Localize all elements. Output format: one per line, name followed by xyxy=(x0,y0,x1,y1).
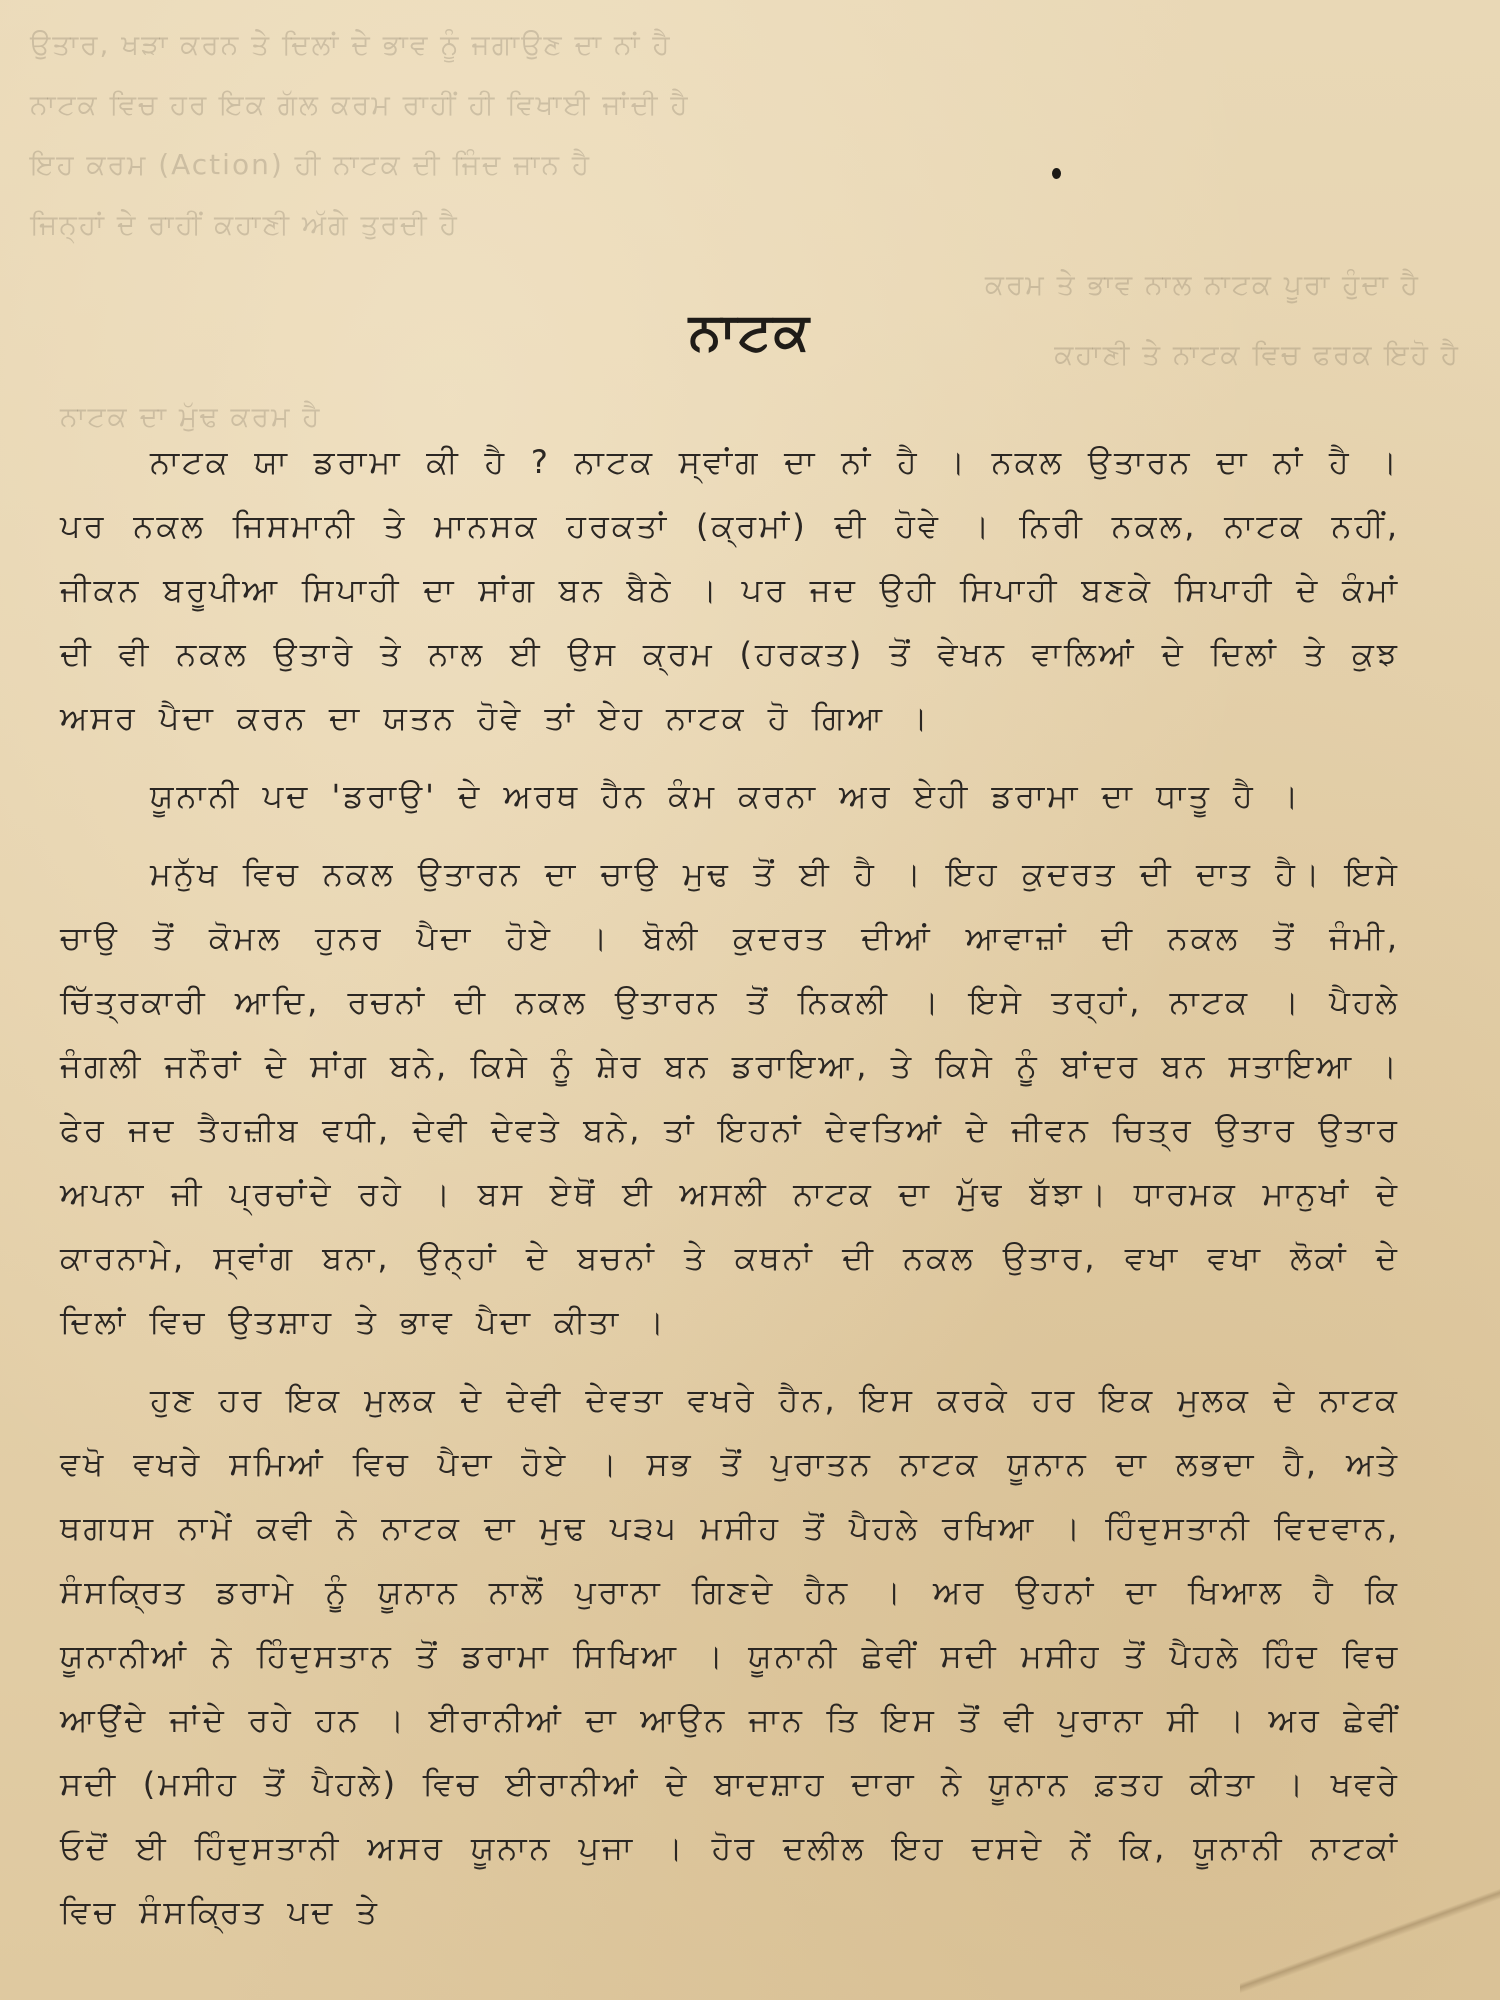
page-title: ਨਾਟਕ xyxy=(688,302,812,362)
bleed-line: ਕਹਾਣੀ ਤੇ ਨਾਟਕ ਵਿਚ ਫਰਕ ਇਹੋ ਹੈ xyxy=(1054,338,1460,371)
body-text xyxy=(60,430,1400,1958)
page-crease xyxy=(1240,1880,1500,2000)
ink-speck xyxy=(1052,168,1061,179)
paragraph: ਹੁਣ ਹਰ ਇਕ ਮੁਲਕ ਦੇ ਦੇਵੀ ਦੇਵਤਾ ਵਖਰੇ ਹੈਨ, ਇਸ ਕਰਕੇ ਹਰ ਇਕ ਮੁਲਕ ਦੇ ਨਾਟਕ ਵਖੋ ਵਖਰੇ ਸਮਿਆਂ ਵਿਚ ਪੈਦਾ ਹੋਏ । ਸਭ ਤੋਂ ਪੁਰਾਤਨ ਨਾਟਕ ਯੂਨਾਨ ਦਾ ਲਭਦਾ ਹੈ, ਅਤੇ ਥਗਧਸ ਨਾਮੇਂ ਕਵੀ ਨੇ ਨਾਟਕ ਦਾ ਮੁਢ ਪ੩੫ ਮਸੀਹ ਤੋਂ ਪੈਹਲੇ ਰਖਿਆ । ਹਿੰਦੁਸਤਾਨੀ ਵਿਦਵਾਨ, ਸੰਸਕ੍ਰਿਤ ਡਰਾਮੇ ਨੂੰ ਯੂਨਾਨ ਨਾਲੋਂ ਪੁਰਾਨਾ ਗਿਣਦੇ ਹੈਨ । ਅਰ ਉਹਨਾਂ ਦਾ ਖਿਆਲ ਹੈ ਕਿ ਯੂਨਾਨੀਆਂ ਨੇ ਹਿੰਦੁਸਤਾਨ ਤੋਂ ਡਰਾਮਾ ਸਿਖਿਆ । ਯੂਨਾਨੀ ਛੇਵੀਂ ਸਦੀ ਮਸੀਹ ਤੋਂ ਪੈਹਲੇ ਹਿੰਦ ਵਿਚ ਆਉਂਦੇ ਜਾਂਦੇ ਰਹੇ ਹਨ । ਈਰਾਨੀਆਂ ਦਾ ਆਉਨ ਜਾਨ ਤਿ ਇਸ ਤੋਂ ਵੀ ਪੁਰਾਨਾ ਸੀ । ਅਰ ਛੇਵੀਂ ਸਦੀ (ਮਸੀਹ ਤੋਂ ਪੈਹਲੇ) ਵਿਚ ਈਰਾਨੀਆਂ ਦੇ ਬਾਦਸ਼ਾਹ ਦਾਰਾ ਨੇ ਯੂਨਾਨ ਫ਼ਤਹ ਕੀਤਾ । ਖਵਰੇ ਓਦੋਂ ਈ ਹਿੰਦੁਸਤਾਨੀ ਅਸਰ ਯੂਨਾਨ ਪੁਜਾ । ਹੋਰ ਦਲੀਲ ਇਹ ਦਸਦੇ ਨੇਂ ਕਿ, ਯੂਨਾਨੀ ਨਾਟਕਾਂ ਵਿਚ ਸੰਸਕ੍ਰਿਤ ਪਦ ਤੇ xyxy=(60,1381,1400,1931)
bleed-line: ਨਾਟਕ ਦਾ ਮੁੱਢ ਕਰਮ ਹੈ xyxy=(60,400,322,433)
bleed-line: ਜਿਨ੍ਹਾਂ ਦੇ ਰਾਹੀਂ ਕਹਾਣੀ ਅੱਗੇ ਤੁਰਦੀ ਹੈ xyxy=(30,208,459,241)
bleed-line: ਕਰਮ ਤੇ ਭਾਵ ਨਾਲ ਨਾਟਕ ਪੂਰਾ ਹੁੰਦਾ ਹੈ xyxy=(984,268,1420,301)
paragraph: ਮਨੁੱਖ ਵਿਚ ਨਕਲ ਉਤਾਰਨ ਦਾ ਚਾਉ ਮੁਢ ਤੋਂ ਈ ਹੈ । ਇਹ ਕੁਦਰਤ ਦੀ ਦਾਤ ਹੈ। ਇਸੇ ਚਾਉ ਤੋਂ ਕੋਮਲ ਹੁਨਰ ਪੈਦਾ ਹੋਏ । ਬੋਲੀ ਕੁਦਰਤ ਦੀਆਂ ਆਵਾਜ਼ਾਂ ਦੀ ਨਕਲ ਤੋਂ ਜੰਮੀ, ਚਿੱਤ੍ਰਕਾਰੀ ਆਦਿ, ਰਚਨਾਂ ਦੀ ਨਕਲ ਉਤਾਰਨ ਤੋਂ ਨਿਕਲੀ । ਇਸੇ ਤਰ੍ਹਾਂ, ਨਾਟਕ । ਪੈਹਲੇ ਜੰਗਲੀ ਜਨੌਰਾਂ ਦੇ ਸਾਂਗ ਬਨੇ, ਕਿਸੇ ਨੂੰ ਸ਼ੇਰ ਬਨ ਡਰਾਇਆ, ਤੇ ਕਿਸੇ ਨੂੰ ਬਾਂਦਰ ਬਨ ਸਤਾਇਆ । ਫੇਰ ਜਦ ਤੈਹਜ਼ੀਬ ਵਧੀ, ਦੇਵੀ ਦੇਵਤੇ ਬਨੇ, ਤਾਂ ਇਹਨਾਂ ਦੇਵਤਿਆਂ ਦੇ ਜੀਵਨ ਚਿਤ੍ਰ ਉਤਾਰ ਉਤਾਰ ਅਪਨਾ ਜੀ ਪ੍ਰਚਾਂਦੇ ਰਹੇ । ਬਸ ਏਥੋਂ ਈ ਅਸਲੀ ਨਾਟਕ ਦਾ ਮੁੱਢ ਬੱਝਾ। ਧਾਰਮਕ ਮਾਨੁਖਾਂ ਦੇ ਕਾਰਨਾਮੇ, ਸ੍ਵਾਂਗ ਬਨਾ, ਉਨ੍ਹਾਂ ਦੇ ਬਚਨਾਂ ਤੇ ਕਥਨਾਂ ਦੀ ਨਕਲ ਉਤਾਰ, ਵਖਾ ਵਖਾ ਲੋਕਾਂ ਦੇ ਦਿਲਾਂ ਵਿਚ ਉਤਸ਼ਾਹ ਤੇ ਭਾਵ ਪੈਦਾ ਕੀਤਾ । xyxy=(60,855,1400,1341)
bleed-through-text xyxy=(0,0,1500,470)
bleed-line: ਇਹ ਕਰਮ (Action) ਹੀ ਨਾਟਕ ਦੀ ਜਿੰਦ ਜਾਨ ਹੈ xyxy=(30,148,592,181)
paragraph: ਯੂਨਾਨੀ ਪਦ 'ਡਰਾਉ' ਦੇ ਅਰਥ ਹੈਨ ਕੰਮ ਕਰਨਾ ਅਰ ਏਹੀ ਡਰਾਮਾ ਦਾ ਧਾਤੂ ਹੈ । xyxy=(150,777,1302,815)
bleed-line: ਨਾਟਕ ਵਿਚ ਹਰ ਇਕ ਗੱਲ ਕਰਮ ਰਾਹੀਂ ਹੀ ਵਿਖਾਈ ਜਾਂਦੀ ਹੈ xyxy=(30,88,690,121)
paragraph: ਨਾਟਕ ਯਾ ਡਰਾਮਾ ਕੀ ਹੈ ? ਨਾਟਕ ਸ੍ਵਾਂਗ ਦਾ ਨਾਂ ਹੈ । ਨਕਲ ਉਤਾਰਨ ਦਾ ਨਾਂ ਹੈ । ਪਰ ਨਕਲ ਜਿਸਮਾਨੀ ਤੇ ਮਾਨਸਕ ਹਰਕਤਾਂ (ਕ੍ਰਮਾਂ) ਦੀ ਹੋਵੇ । ਨਿਰੀ ਨਕਲ, ਨਾਟਕ ਨਹੀਂ, ਜੀਕਨ ਬਰੂਪੀਆ ਸਿਪਾਹੀ ਦਾ ਸਾਂਗ ਬਨ ਬੈਠੇ । ਪਰ ਜਦ ਉਹੀ ਸਿਪਾਹੀ ਬਣਕੇ ਸਿਪਾਹੀ ਦੇ ਕੰਮਾਂ ਦੀ ਵੀ ਨਕਲ ਉਤਾਰੇ ਤੇ ਨਾਲ ਈ ਉਸ ਕ੍ਰਮ (ਹਰਕਤ) ਤੋਂ ਵੇਖਨ ਵਾਲਿਆਂ ਦੇ ਦਿਲਾਂ ਤੇ ਕੁਝ ਅਸਰ ਪੈਦਾ ਕਰਨ ਦਾ ਯਤਨ ਹੋਵੇ ਤਾਂ ਏਹ ਨਾਟਕ ਹੋ ਗਿਆ । xyxy=(60,443,1400,737)
bleed-line: ਉਤਾਰ, ਖੜਾ ਕਰਨ ਤੇ ਦਿਲਾਂ ਦੇ ਭਾਵ ਨੂੰ ਜਗਾਉਣ ਦਾ ਨਾਂ ਹੈ xyxy=(30,28,672,61)
